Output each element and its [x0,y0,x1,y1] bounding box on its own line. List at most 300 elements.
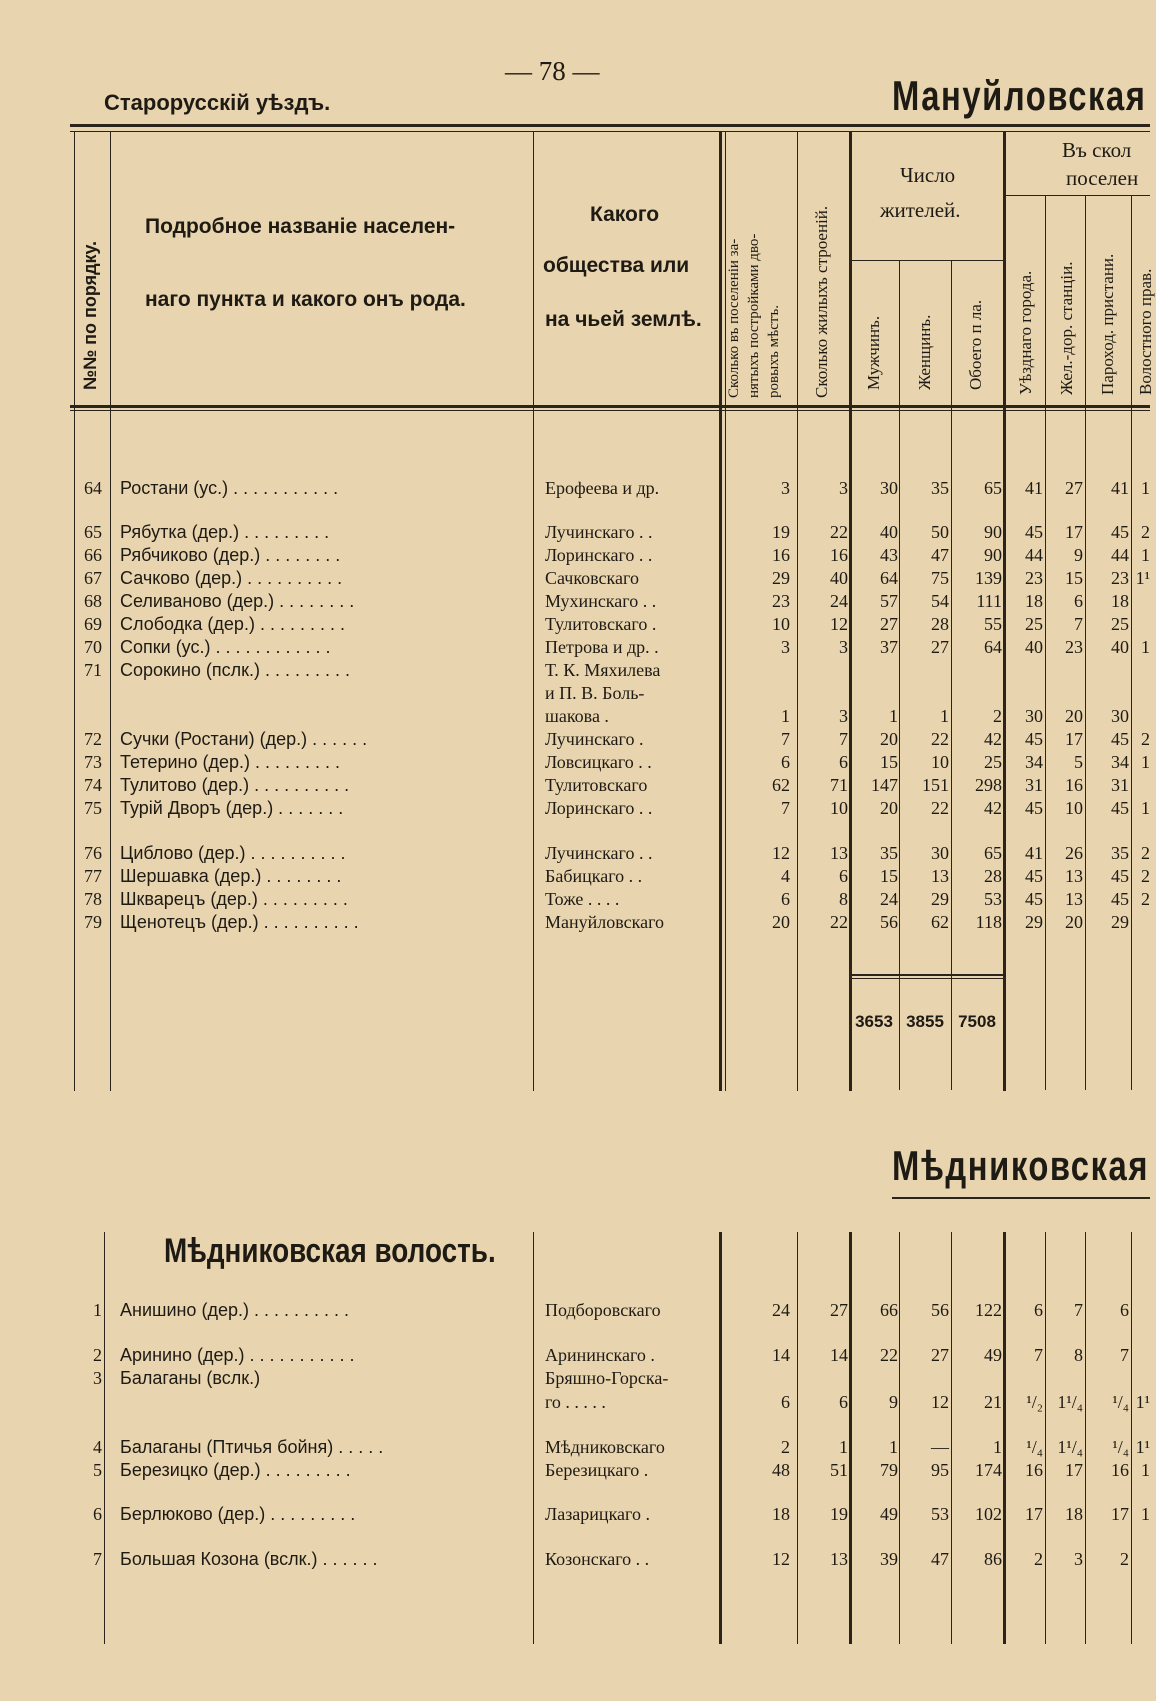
row-number: 2 [93,1345,102,1365]
row-both: 2 [993,706,1002,726]
row-female: 22 [931,729,949,749]
row-number: 7 [93,1549,102,1569]
row-male: 66 [880,1300,898,1320]
row-dist-pier: 45 [1111,522,1129,542]
row-society: Тулитовскаго [545,775,648,795]
row-society: Лоринскаго . . [545,545,653,565]
header-population-line1: Число [900,163,956,187]
row-dist-rail: 23 [1065,637,1083,657]
header-name-line1: Подробное названіе населен- [145,215,456,238]
row-dist-pier: 45 [1111,729,1129,749]
row-dist-town: 18 [1025,591,1043,611]
row-yards: 24 [772,1300,790,1320]
row-dist-rail: 27 [1065,478,1083,498]
row-female: — [931,1437,949,1457]
row-dist-town: 45 [1025,866,1043,886]
row-buildings: 3 [839,706,848,726]
row-both: 28 [984,866,1002,886]
row-number: 69 [84,614,102,634]
row-male: 64 [880,568,898,588]
row-yards: 6 [781,1392,790,1412]
row-society: Лоринскаго . . [545,798,653,818]
row-female: 62 [931,912,949,932]
row-dist-pier: ¹/₄ [1112,1392,1129,1412]
row-dist-pier: 41 [1111,478,1129,498]
total-female: 3855 [906,1012,944,1031]
row-dist-volost: 2 [1141,889,1150,909]
row-buildings: 22 [830,522,848,542]
header-distance-line1: Въ скол [1062,138,1132,162]
row-buildings: 6 [839,1392,848,1412]
row-name: Аринино (дер.) . . . . . . . . . . . [120,1345,355,1365]
header-name-line2: наго пункта и какого онъ рода. [145,288,466,311]
row-name: Слободка (дер.) . . . . . . . . . [120,614,345,634]
row-society: Бряшно-Горска- [545,1368,669,1388]
volost-title-top: Мануйловская [892,72,1147,119]
row-female: 35 [931,478,949,498]
row-both: 55 [984,614,1002,634]
row-dist-volost: 1¹ [1135,1437,1150,1457]
row-number: 79 [84,912,102,932]
row-dist-volost: 1 [1141,637,1150,657]
row-dist-town: 17 [1025,1504,1043,1524]
row-dist-town: ¹/₂ [1026,1392,1043,1412]
row-society: Лучинскаго . . [545,522,653,542]
row-dist-rail: 6 [1074,591,1083,611]
row-dist-rail: 9 [1074,545,1083,565]
row-male: 27 [880,614,898,634]
row-number: 66 [84,545,102,565]
page-number: — 78 — [505,56,600,86]
row-buildings: 7 [839,729,848,749]
row-society: шакова . [545,706,609,726]
row-male: 30 [880,478,898,498]
row-number: 73 [84,752,102,772]
section-title: Мѣдниковская волость. [164,1232,496,1270]
row-society: Мѣдниковскаго [545,1437,665,1457]
header-society-line1: Какого [590,203,660,226]
row-both: 90 [984,545,1002,565]
total-male: 3653 [855,1012,893,1031]
row-dist-pier: ¹/₄ [1112,1437,1129,1457]
header-female: Женщинъ. [915,314,934,390]
row-dist-town: 44 [1025,545,1043,565]
row-dist-rail: 17 [1065,522,1083,542]
row-society: и П. В. Боль- [545,683,645,703]
row-name: Большая Козона (вслк.) . . . . . . [120,1549,378,1569]
row-both: 65 [984,478,1002,498]
row-male: 56 [880,912,898,932]
row-dist-rail: 3 [1074,1549,1083,1569]
row-name: Березицко (дер.) . . . . . . . . . [120,1460,351,1480]
row-both: 298 [975,775,1002,795]
row-male: 35 [880,843,898,863]
row-female: 151 [922,775,949,795]
row-male: 37 [880,637,898,657]
row-dist-town: 45 [1025,889,1043,909]
row-society: Т. К. Мяхилева [545,660,661,680]
row-number: 67 [84,568,102,588]
row-dist-town: 41 [1025,843,1043,863]
row-buildings: 40 [830,568,848,588]
row-name: Щенотецъ (дер.) . . . . . . . . . . [120,912,359,932]
row-male: 24 [880,889,898,909]
row-dist-volost: 1 [1141,752,1150,772]
row-name: Селиваново (дер.) . . . . . . . . [120,591,355,611]
row-number: 75 [84,798,102,818]
row-both: 42 [984,729,1002,749]
row-name: Сачково (дер.) . . . . . . . . . . [120,568,343,588]
row-male: 39 [880,1549,898,1569]
row-female: 95 [931,1460,949,1480]
row-dist-volost: 1¹ [1135,1392,1150,1412]
row-number: 64 [84,478,102,498]
row-dist-volost: 2 [1141,729,1150,749]
header-society-line2: общества или [543,254,690,277]
row-dist-pier: 2 [1120,1549,1129,1569]
row-dist-pier: 17 [1111,1504,1129,1524]
row-female: 47 [931,1549,949,1569]
row-dist-pier: 31 [1111,775,1129,795]
row-buildings: 8 [839,889,848,909]
row-dist-volost: 2 [1141,866,1150,886]
row-dist-town: 16 [1025,1460,1043,1480]
row-dist-rail: 16 [1065,775,1083,795]
row-both: 25 [984,752,1002,772]
row-society: Березицкаго . [545,1460,649,1480]
row-society: Тоже . . . . [545,889,620,909]
row-female: 75 [931,568,949,588]
row-dist-pier: 44 [1111,545,1129,565]
row-society: Арининскаго . [545,1345,655,1365]
row-dist-rail: 17 [1065,729,1083,749]
row-name: Циблово (дер.) . . . . . . . . . . [120,843,346,863]
row-dist-volost: 2 [1141,843,1150,863]
row-dist-town: 45 [1025,798,1043,818]
row-dist-town: 25 [1025,614,1043,634]
row-yards: 6 [781,752,790,772]
row-dist-town: 45 [1025,729,1043,749]
total-both: 7508 [958,1012,996,1031]
row-dist-pier: 6 [1120,1300,1129,1320]
row-both: 86 [984,1549,1002,1569]
row-dist-volost: 1 [1141,1460,1150,1480]
row-name: Тулитово (дер.) . . . . . . . . . . [120,775,350,795]
row-name: Рябутка (дер.) . . . . . . . . . [120,522,330,542]
row-buildings: 3 [839,478,848,498]
row-dist-rail: 18 [1065,1504,1083,1524]
row-dist-pier: 7 [1120,1345,1129,1365]
row-yards: 10 [772,614,790,634]
row-female: 27 [931,637,949,657]
row-yards: 4 [781,866,790,886]
row-female: 22 [931,798,949,818]
row-number: 5 [93,1460,102,1480]
row-name: Тетерино (дер.) . . . . . . . . . [120,752,340,772]
row-society: Тулитовскаго . [545,614,657,634]
row-name: Шкварецъ (дер.) . . . . . . . . . [120,889,348,909]
row-yards: 23 [772,591,790,611]
row-both: 1 [993,1437,1002,1457]
row-name: Анишино (дер.) . . . . . . . . . . [120,1300,349,1320]
row-name: Шершавка (дер.) . . . . . . . . [120,866,342,886]
row-dist-pier: 45 [1111,866,1129,886]
row-number: 74 [84,775,102,795]
row-number: 76 [84,843,102,863]
row-both: 118 [975,912,1002,932]
row-dist-town: 29 [1025,912,1043,932]
row-dist-pier: 35 [1111,843,1129,863]
row-dist-town: 41 [1025,478,1043,498]
row-buildings: 27 [830,1300,848,1320]
row-male: 43 [880,545,898,565]
row-male: 1 [889,1437,898,1457]
row-dist-town: ¹/₄ [1026,1437,1043,1457]
row-dist-rail: 13 [1065,866,1083,886]
row-dist-rail: 20 [1065,912,1083,932]
row-dist-rail: 15 [1065,568,1083,588]
header-distance-line2: поселен [1066,166,1139,190]
row-both: 21 [984,1392,1002,1412]
row-yards: 3 [781,637,790,657]
row-dist-pier: 34 [1111,752,1129,772]
row-name: Турій Дворъ (дер.) . . . . . . . [120,798,344,818]
row-dist-town: 34 [1025,752,1043,772]
header-rail: Жел.-дор. станціи. [1057,261,1076,395]
row-both: 42 [984,798,1002,818]
row-society: Сачковскаго [545,568,639,588]
row-dist-pier: 23 [1111,568,1129,588]
row-dist-town: 23 [1025,568,1043,588]
row-yards: 2 [781,1437,790,1457]
row-male: 20 [880,798,898,818]
row-dist-rail: 20 [1065,706,1083,726]
header-num: №№ по порядку. [80,241,100,390]
row-female: 27 [931,1345,949,1365]
row-buildings: 10 [830,798,848,818]
row-both: 122 [975,1300,1002,1320]
row-dist-volost: 2 [1141,522,1150,542]
row-male: 40 [880,522,898,542]
row-yards: 7 [781,798,790,818]
row-society: го . . . . . [545,1392,606,1412]
row-dist-pier: 45 [1111,798,1129,818]
row-dist-rail: 17 [1065,1460,1083,1480]
row-yards: 12 [772,1549,790,1569]
row-male: 49 [880,1504,898,1524]
row-male: 147 [871,775,898,795]
row-dist-town: 30 [1025,706,1043,726]
row-buildings: 24 [830,591,848,611]
row-number: 1 [93,1300,102,1320]
row-yards: 6 [781,889,790,909]
header-town: Уѣзднаго города. [1016,270,1035,395]
row-dist-pier: 25 [1111,614,1129,634]
row-society: Петрова и др. . [545,637,659,657]
row-dist-pier: 29 [1111,912,1129,932]
row-yards: 14 [772,1345,790,1365]
row-female: 29 [931,889,949,909]
row-buildings: 13 [830,843,848,863]
row-both: 139 [975,568,1002,588]
row-both: 174 [975,1460,1002,1480]
header-buildings: Сколько жилыхъ строеній. [812,205,831,398]
row-yards: 12 [772,843,790,863]
row-yards: 16 [772,545,790,565]
row-buildings: 12 [830,614,848,634]
row-both: 90 [984,522,1002,542]
row-male: 15 [880,866,898,886]
row-both: 65 [984,843,1002,863]
row-male: 79 [880,1460,898,1480]
row-society: Лазарицкаго . [545,1504,650,1524]
county-label: Старорусскій уѣздъ. [104,90,331,115]
row-female: 54 [931,591,949,611]
row-both: 102 [975,1504,1002,1524]
row-society: Ловсицкаго . . [545,752,652,772]
row-female: 30 [931,843,949,863]
row-dist-volost: 1¹ [1135,568,1150,588]
row-male: 1 [889,706,898,726]
row-number: 70 [84,637,102,657]
row-society: Лучинскаго . . [545,843,653,863]
row-buildings: 71 [830,775,848,795]
row-society: Бабицкаго . . [545,866,643,886]
row-female: 56 [931,1300,949,1320]
row-both: 64 [984,637,1002,657]
row-society: Козонскаго . . [545,1549,650,1569]
row-yards: 18 [772,1504,790,1524]
row-female: 1 [940,706,949,726]
header-volost: Волостного прав. [1136,268,1155,395]
row-number: 78 [84,889,102,909]
row-dist-rail: 5 [1074,752,1083,772]
row-buildings: 19 [830,1504,848,1524]
row-name: Сучки (Ростани) (дер.) . . . . . . [120,729,368,749]
row-buildings: 3 [839,637,848,657]
row-name: Берлюково (дер.) . . . . . . . . . [120,1504,356,1524]
row-buildings: 14 [830,1345,848,1365]
header-yards-line2: нятыхъ постройками дво- [746,233,762,398]
row-buildings: 51 [830,1460,848,1480]
row-yards: 3 [781,478,790,498]
row-buildings: 16 [830,545,848,565]
row-dist-rail: 10 [1065,798,1083,818]
row-dist-town: 7 [1034,1345,1043,1365]
row-both: 49 [984,1345,1002,1365]
row-both: 111 [976,591,1002,611]
row-buildings: 6 [839,752,848,772]
header-male: Мужчинъ. [864,315,883,390]
row-dist-volost: 1 [1141,1504,1150,1524]
volost-title-mid: Мѣдниковская [892,1142,1149,1189]
header-population-line2: жителей. [880,198,961,222]
row-dist-volost: 1 [1141,798,1150,818]
row-dist-pier: 18 [1111,591,1129,611]
row-number: 77 [84,866,102,886]
row-name: Сорокино (пслк.) . . . . . . . . . [120,660,351,680]
row-society: Мануйловскаго [545,912,665,932]
row-yards: 19 [772,522,790,542]
row-dist-rail: 1¹/₄ [1057,1392,1083,1412]
row-dist-pier: 16 [1111,1460,1129,1480]
row-dist-volost: 1 [1141,545,1150,565]
row-yards: 48 [772,1460,790,1480]
row-dist-town: 45 [1025,522,1043,542]
row-dist-rail: 1¹/₄ [1057,1437,1083,1457]
row-buildings: 6 [839,866,848,886]
row-yards: 62 [772,775,790,795]
row-name: Сопки (ус.) . . . . . . . . . . . . [120,637,331,657]
row-female: 10 [931,752,949,772]
row-female: 12 [931,1392,949,1412]
row-dist-town: 2 [1034,1549,1043,1569]
row-dist-rail: 13 [1065,889,1083,909]
row-male: 9 [889,1392,898,1412]
row-society: Мухинскаго . . [545,591,657,611]
row-number: 71 [84,660,102,680]
header-yards-line1: Сколько въ поселеніи за- [726,238,742,398]
row-dist-rail: 26 [1065,843,1083,863]
row-yards: 20 [772,912,790,932]
row-male: 20 [880,729,898,749]
row-yards: 29 [772,568,790,588]
row-dist-rail: 7 [1074,1300,1083,1320]
row-number: 6 [93,1504,102,1524]
row-male: 15 [880,752,898,772]
header-society-line3: на чьей землѣ. [545,308,702,331]
row-buildings: 1 [839,1437,848,1457]
row-name: Балаганы (Птичья бойня) . . . . . [120,1437,384,1457]
row-female: 53 [931,1504,949,1524]
row-dist-pier: 40 [1111,637,1129,657]
header-pier: Пароход. пристани. [1098,253,1117,395]
row-dist-town: 6 [1034,1300,1043,1320]
row-female: 28 [931,614,949,634]
row-female: 47 [931,545,949,565]
header-yards-line3: ровыхъ мѣстъ. [766,305,782,398]
row-dist-rail: 8 [1074,1345,1083,1365]
row-society: Подборовскаго [545,1300,661,1320]
row-yards: 1 [781,706,790,726]
row-dist-town: 31 [1025,775,1043,795]
row-buildings: 13 [830,1549,848,1569]
row-society: Ерофеева и др. [545,478,660,498]
row-male: 57 [880,591,898,611]
row-number: 3 [93,1368,102,1388]
row-dist-town: 40 [1025,637,1043,657]
row-society: Лучинскаго . [545,729,644,749]
row-name: Рябчиково (дер.) . . . . . . . . [120,545,341,565]
row-number: 65 [84,522,102,542]
row-number: 72 [84,729,102,749]
row-dist-pier: 30 [1111,706,1129,726]
row-yards: 7 [781,729,790,749]
row-both: 53 [984,889,1002,909]
row-dist-volost: 1 [1141,478,1150,498]
row-female: 13 [931,866,949,886]
row-number: 4 [93,1437,102,1457]
row-number: 68 [84,591,102,611]
row-dist-rail: 7 [1074,614,1083,634]
row-male: 22 [880,1345,898,1365]
row-dist-pier: 45 [1111,889,1129,909]
row-name: Балаганы (вслк.) [120,1368,261,1388]
header-both: Обоего п ла. [966,299,985,390]
row-female: 50 [931,522,949,542]
row-buildings: 22 [830,912,848,932]
row-name: Ростани (ус.) . . . . . . . . . . . [120,478,339,498]
